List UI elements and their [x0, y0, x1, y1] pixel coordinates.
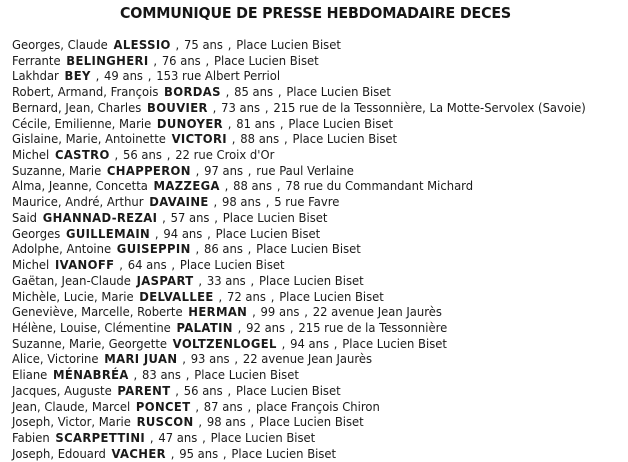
separator-comma: ,	[247, 242, 252, 257]
address: 153 rue Albert Perriol	[156, 69, 281, 84]
given-names: Ferrante	[12, 53, 61, 68]
address: rue Paul Verlaine	[256, 163, 354, 178]
age: 64 ans	[127, 258, 167, 273]
given-names: Maurice, André, Arthur	[12, 195, 144, 210]
age: 94 ans	[163, 226, 203, 241]
surname: MARI JUAN	[104, 352, 178, 367]
address: Place Lucien Biset	[256, 242, 361, 257]
separator-comma: ,	[171, 258, 176, 273]
death-notice-entry	[12, 337, 593, 353]
given-names: Suzanne, Marie, Georgette	[12, 336, 167, 351]
surname: GUISEPPIN	[116, 242, 191, 257]
separator-comma: ,	[205, 53, 210, 68]
separator-comma: ,	[283, 132, 288, 147]
age: 87 ans	[203, 399, 243, 414]
age: 95 ans	[179, 446, 219, 461]
separator-comma: ,	[182, 352, 186, 367]
surname: VOLTZENLOGEL	[172, 336, 277, 351]
address: 22 rue Croix d'Or	[175, 148, 275, 163]
age: 33 ans	[206, 273, 246, 288]
age: 81 ans	[236, 116, 276, 131]
separator-comma: ,	[270, 289, 275, 304]
separator-comma: ,	[277, 85, 282, 100]
separator-comma: ,	[195, 242, 200, 257]
given-names: Gislaine, Marie, Antoinette	[12, 132, 166, 147]
age: 93 ans	[190, 352, 230, 367]
separator-comma: ,	[227, 38, 232, 52]
address: Place Lucien Biset	[215, 226, 321, 241]
separator-comma: ,	[149, 430, 154, 445]
surname: GUILLEMAIN	[65, 226, 151, 241]
age: 98 ans	[206, 415, 246, 430]
separator-comma: ,	[95, 69, 100, 84]
surname: BEY	[64, 69, 91, 84]
death-notice-entry	[12, 258, 593, 274]
address: 22 avenue Jean Jaurès	[242, 352, 373, 367]
age: 85 ans	[234, 85, 274, 100]
separator-comma: ,	[247, 399, 252, 414]
given-names: Georges	[12, 226, 61, 241]
age: 49 ans	[104, 69, 143, 84]
separator-comma: ,	[202, 430, 206, 445]
surname: DAVAINE	[149, 195, 209, 210]
given-names: Bernard, Jean, Charles	[12, 100, 142, 115]
separator-comma: ,	[289, 320, 294, 335]
age: 99 ans	[260, 305, 300, 320]
separator-comma: ,	[213, 195, 218, 210]
separator-comma: ,	[227, 383, 232, 398]
surname: DELVALLEE	[139, 289, 214, 304]
address: Place Lucien Biset	[259, 415, 364, 430]
separator-comma: ,	[212, 100, 217, 115]
document-title: COMMUNIQUE DE PRESSE HEBDOMADAIRE DECES	[120, 4, 511, 22]
given-names: Adolphe, Antoine	[12, 242, 112, 257]
separator-comma: ,	[195, 163, 200, 178]
address: 22 avenue Jean Jaurès	[312, 305, 442, 320]
address: Place Lucien Biset	[292, 132, 398, 147]
address: Place Lucien Biset	[286, 85, 391, 100]
address: Place Lucien Biset	[194, 368, 299, 383]
age: 92 ans	[246, 320, 286, 335]
separator-comma: ,	[175, 383, 179, 398]
separator-comma: ,	[304, 305, 308, 320]
age: 83 ans	[142, 368, 181, 383]
given-names: Michèle, Lucie, Marie	[12, 289, 134, 304]
age: 56 ans	[183, 383, 223, 398]
surname: PARENT	[117, 383, 171, 398]
address: Place Lucien Biset	[235, 383, 341, 398]
age: 57 ans	[170, 210, 210, 225]
age: 98 ans	[222, 195, 261, 210]
given-names: Jacques, Auguste	[12, 383, 112, 398]
death-notice-entry	[12, 431, 593, 447]
separator-comma: ,	[250, 415, 255, 430]
surname: IVANOFF	[54, 258, 115, 273]
surname: MÉNABRÉA	[53, 368, 129, 383]
death-notice-entry	[12, 368, 593, 384]
surname: MAZZEGA	[153, 179, 220, 194]
given-names: Cécile, Emilienne, Marie	[12, 116, 152, 131]
given-names: Said	[12, 210, 38, 225]
separator-comma: ,	[119, 258, 123, 273]
separator-comma: ,	[147, 69, 152, 84]
separator-comma: ,	[153, 53, 158, 68]
given-names: Joseph, Edouard	[12, 446, 106, 461]
separator-comma: ,	[207, 226, 211, 241]
given-names: Michel	[12, 148, 50, 163]
separator-comma: ,	[227, 116, 232, 131]
death-notice-entry	[12, 211, 593, 227]
separator-comma: ,	[265, 195, 270, 210]
death-notice-entry	[12, 274, 593, 290]
death-notice-entry	[12, 447, 593, 462]
given-names: Lakhdar	[12, 69, 59, 84]
surname: RUSCON	[136, 415, 194, 430]
separator-comma: ,	[222, 446, 227, 461]
separator-comma: ,	[175, 38, 180, 52]
death-notice-entry	[12, 400, 593, 416]
separator-comma: ,	[281, 336, 286, 351]
death-notice-entry	[12, 321, 593, 337]
separator-comma: ,	[170, 446, 175, 461]
given-names: Hélène, Louise, Clémentine	[12, 320, 171, 335]
given-names: Suzanne, Marie	[12, 163, 102, 178]
age: 86 ans	[203, 242, 243, 257]
given-names: Georges, Claude	[12, 38, 108, 52]
given-names: Michel	[12, 258, 50, 273]
given-names: Fabien	[12, 430, 50, 445]
surname: BORDAS	[164, 85, 221, 100]
age: 76 ans	[161, 53, 201, 68]
separator-comma: ,	[166, 148, 171, 163]
address: Place Lucien Biset	[222, 210, 328, 225]
death-notice-entry	[12, 69, 593, 85]
age: 97 ans	[204, 163, 243, 178]
death-notice-entry	[12, 54, 593, 70]
death-notice-entry	[12, 352, 593, 368]
death-notice-entry	[12, 85, 593, 101]
separator-comma: ,	[195, 399, 200, 414]
death-notice-entry	[12, 384, 593, 400]
given-names: Gaëtan, Jean-Claude	[12, 273, 131, 288]
address: 5 rue Favre	[274, 195, 340, 210]
address: Place Lucien Biset	[279, 289, 384, 304]
separator-comma: ,	[133, 368, 138, 383]
surname: CHAPPERON	[106, 163, 191, 178]
address: Place Lucien Biset	[179, 258, 285, 273]
separator-comma: ,	[185, 368, 190, 383]
surname: VICTORI	[171, 132, 227, 147]
surname: PONCET	[135, 399, 191, 414]
address: 78 rue du Commandant Michard	[285, 179, 474, 194]
separator-comma: ,	[114, 148, 119, 163]
death-notice-entry	[12, 290, 593, 306]
address: Place Lucien Biset	[259, 273, 364, 288]
separator-comma: ,	[247, 163, 252, 178]
given-names: Joseph, Victor, Marie	[12, 415, 131, 430]
address: Place Lucien Biset	[231, 446, 337, 461]
address: place François Chiron	[256, 399, 380, 414]
age: 73 ans	[221, 100, 261, 115]
address: Place Lucien Biset	[288, 116, 394, 131]
given-names: Alma, Jeanne, Concetta	[12, 179, 148, 194]
surname: SCARPETTINI	[55, 430, 146, 445]
given-names: Jean, Claude, Marcel	[12, 399, 131, 414]
separator-comma: ,	[234, 352, 239, 367]
address: Place Lucien Biset	[210, 430, 316, 445]
separator-comma: ,	[224, 179, 229, 194]
separator-comma: ,	[252, 305, 256, 320]
death-notice-entry	[12, 117, 593, 133]
separator-comma: ,	[250, 273, 255, 288]
given-names: Robert, Armand, François	[12, 85, 159, 100]
death-notice-list	[12, 38, 624, 462]
given-names: Alice, Victorine	[12, 352, 99, 367]
separator-comma: ,	[237, 320, 242, 335]
surname: VACHER	[111, 446, 166, 461]
death-notice-entry	[12, 164, 593, 180]
death-notice-entry	[12, 38, 593, 54]
death-notice-entry	[12, 415, 593, 431]
separator-comma: ,	[225, 85, 230, 100]
age: 56 ans	[123, 148, 162, 163]
separator-comma: ,	[198, 273, 203, 288]
death-notice-entry	[12, 227, 593, 243]
given-names: Geneviève, Marcelle, Roberte	[12, 305, 183, 320]
death-notice-entry	[12, 305, 593, 321]
surname: BELINGHERI	[66, 53, 149, 68]
surname: GHANNAD-REZAI	[42, 210, 158, 225]
address: Place Lucien Biset	[342, 336, 447, 351]
surname: HERMAN	[188, 305, 248, 320]
separator-comma: ,	[162, 210, 166, 225]
death-notice-entry	[12, 242, 593, 258]
death-notice-entry	[12, 195, 593, 211]
separator-comma: ,	[264, 100, 269, 115]
address: Place Lucien Biset	[236, 38, 341, 52]
separator-comma: ,	[198, 415, 203, 430]
age: 94 ans	[290, 336, 329, 351]
age: 47 ans	[158, 430, 198, 445]
age: 72 ans	[227, 289, 266, 304]
surname: PALATIN	[176, 320, 233, 335]
separator-comma: ,	[279, 116, 284, 131]
address: Place Lucien Biset	[214, 53, 319, 68]
separator-comma: ,	[333, 336, 338, 351]
given-names: Eliane	[12, 368, 48, 383]
death-notice-entry	[12, 179, 593, 195]
death-notice-entry	[12, 132, 593, 148]
address: 215 rue de la Tessonnière, La Motte-Servolex (Savoie)	[273, 100, 586, 115]
separator-comma: ,	[218, 289, 223, 304]
separator-comma: ,	[214, 210, 218, 225]
death-notice-entry	[12, 101, 593, 117]
address: 215 rue de la Tessonnière	[298, 320, 448, 335]
surname: BOUVIER	[147, 100, 208, 115]
age: 75 ans	[184, 38, 223, 52]
age: 88 ans	[233, 179, 273, 194]
surname: ALESSIO	[113, 38, 171, 52]
age: 88 ans	[240, 132, 280, 147]
death-notice-entry	[12, 148, 593, 164]
separator-comma: ,	[276, 179, 281, 194]
separator-comma: ,	[231, 132, 236, 147]
surname: JASPART	[136, 273, 194, 288]
surname: DUNOYER	[156, 116, 223, 131]
surname: CASTRO	[54, 148, 110, 163]
separator-comma: ,	[154, 226, 159, 241]
